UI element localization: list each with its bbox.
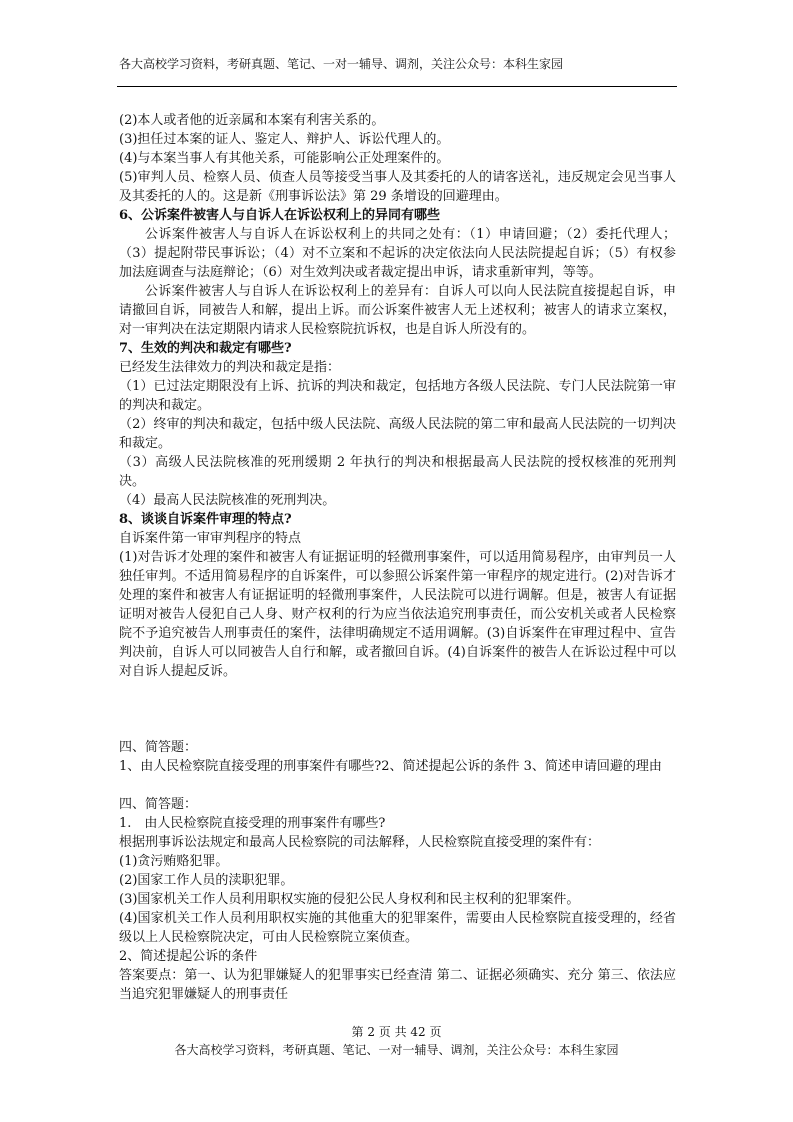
- paragraph: （4）最高人民法院核准的死刑判决。: [119, 493, 336, 508]
- paragraph: 1. 由人民检察院直接受理的刑事案件有哪些?: [119, 816, 386, 831]
- paragraph: (2)本人或者他的近亲属和本案有利害关系的。: [119, 113, 385, 128]
- question-heading-6: 6、公诉案件被害人与自诉人在诉讼权利上的异同有哪些: [119, 208, 441, 223]
- paragraph: (4)与本案当事人有其他关系，可能影响公正处理案件的。: [119, 151, 450, 166]
- paragraph: （1）已过法定期限没有上诉、抗诉的判决和裁定，包括地方各级人民法院、专门人民法院第一审的判决和裁定。: [119, 379, 676, 413]
- question-heading-8: 8、谈谈自诉案件审理的特点?: [119, 512, 292, 527]
- paragraph: 公诉案件被害人与自诉人在诉讼权利上的差异有：自诉人可以向人民法院直接提起自诉，申请撤回自诉，同被告人和解，提出上诉。而公诉案件被害人无上述权利；被害人的请求立案权，对一审判决在法定期限内请求人民检察院抗诉权，也是自诉人所没有的。: [119, 284, 676, 337]
- paragraph: (3)担任过本案的证人、鉴定人、辩护人、诉讼代理人的。: [119, 132, 450, 147]
- paragraph: 1、由人民检察院直接受理的刑事案件有哪些?2、简述提起公诉的条件 3、简述申请回避的理由: [119, 759, 662, 774]
- paragraph: 根据刑事诉讼法规定和最高人民检察院的司法解释，人民检察院直接受理的案件有：: [119, 835, 601, 850]
- list-item: (1)贪污贿赂犯罪。: [119, 854, 229, 869]
- header-divider: [117, 86, 677, 87]
- list-item: (2)国家工作人员的渎职犯罪。: [119, 873, 294, 888]
- question-heading-7: 7、生效的判决和裁定有哪些?: [119, 341, 292, 356]
- list-item: (3)国家机关工作人员利用职权实施的侵犯公民人身权利和民主权利的犯罪案件。: [119, 892, 580, 907]
- paragraph: （3）高级人民法院核准的死刑缓期 2 年执行的判决和根据最高人民法院的授权核准的死刑判决。: [119, 455, 676, 489]
- page-number: 第 2 页 共 42 页: [351, 1025, 442, 1039]
- page-footer: 各大高校学习资料，考研真题、笔记、一对一辅导、调剂，关注公众号：本科生家园: [174, 1043, 619, 1057]
- document-body: [119, 111, 676, 1004]
- paragraph: （2）终审的判决和裁定，包括中级人民法院、高级人民法院的第二审和最高人民法院的一切判决和裁定。: [119, 417, 676, 451]
- paragraph: 公诉案件被害人与自诉人在诉讼权利上的共同之处有：（1）申请回避；（2）委托代理人；（3）提起附带民事诉讼；（4）对不立案和不起诉的决定依法向人民法院提起自诉；（5）有权参加法庭调查与法庭辩论；（6）对生效判决或者裁定提出申诉，请求重新审判，等等。: [119, 227, 676, 280]
- spacer: [119, 776, 676, 795]
- paragraph: (1)对告诉才处理的案件和被害人有证据证明的轻微刑事案件，可以适用简易程序，由审判员一人独任审判。不适用简易程序的自诉案件，可以参照公诉案件第一审程序的规定进行。(2)对告诉才处理的案件和被害人有证据证明的轻微刑事案件，人民法院可以进行调解。但是，被害人有证据证明对被告人侵犯自己人身、财产权利的行为应当依法追究刑事责任，而公安机关或者人民检察院不予追究被告人刑事责任的案件，法律明确规定不适用调解。(3)自诉案件在审理过程中、宣告判决前，自诉人可以同被告人自行和解，或者撤回自诉。(4)自诉案件的被告人在诉讼过程中可以对自诉人提起反诉。: [119, 550, 676, 679]
- paragraph: 2、简述提起公诉的条件: [119, 949, 258, 964]
- list-item: (4)国家机关工作人员利用职权实施的其他重大的犯罪案件，需要由人民检察院直接受理的，经省级以上人民检察院决定，可由人民检察院立案侦查。: [119, 911, 676, 945]
- spacer: [119, 681, 676, 738]
- paragraph: 答案要点：第一、认为犯罪嫌疑人的犯罪事实已经查清 第二、证据必须确实、充分 第三、依法应当追究犯罪嫌疑人的刑事责任: [119, 968, 676, 1002]
- paragraph: 已经发生法律效力的判决和裁定是指：: [119, 360, 341, 375]
- paragraph: (5)审判人员、检察人员、侦查人员等接受当事人及其委托的人的请客送礼，违反规定会见当事人及其委托的人的。这是新《刑事诉讼法》第 29 条增设的回避理由。: [119, 170, 676, 204]
- section-heading: 四、简答题：: [119, 797, 198, 812]
- paragraph: 自诉案件第一审审判程序的特点: [119, 531, 302, 546]
- section-heading: 四、简答题：: [119, 740, 198, 755]
- page-header: 各大高校学习资料，考研真题、笔记、一对一辅导、调剂，关注公众号：本科生家园: [119, 57, 564, 71]
